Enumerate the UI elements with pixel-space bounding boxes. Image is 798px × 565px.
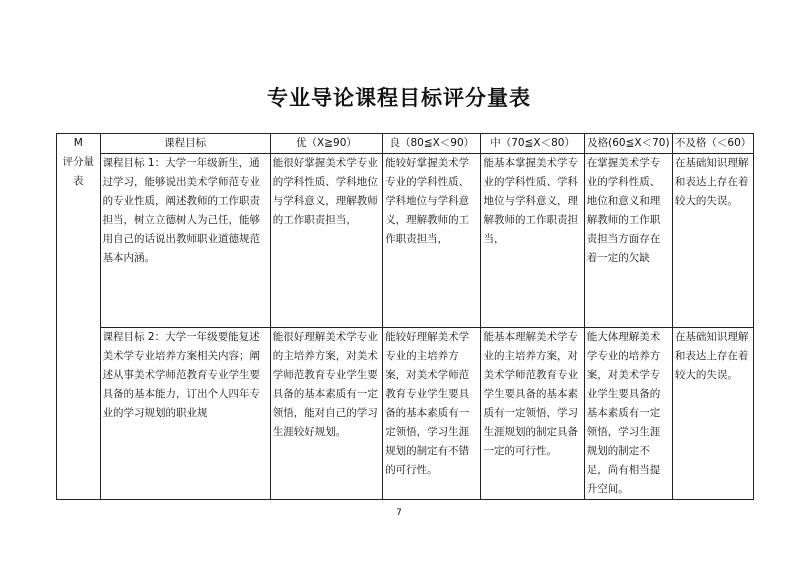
header-good: 良（80≦X＜90）	[383, 134, 481, 154]
row1-good: 能较好掌握美术学专业的学科性质、学科地位与学科意义，理解教师的工作职责担当，	[383, 154, 481, 328]
side-label-top: M	[73, 137, 83, 149]
page-number: 7	[396, 508, 402, 518]
row2-excellent: 能很好理解美术学专业的主培养方案，对美术学师范教育专业学生要具备的基本素质有一定领悟，能对自己的学习生涯较好规划。	[270, 328, 382, 500]
side-label-bottom: 评分量表	[62, 156, 95, 187]
row1-goal: 课程目标 1：大学一年级新生，通过学习，能够说出美术学师范专业的专业性质，阐述教师的工作职责担当，树立立德树人为己任，能够用自己的话说出教师职业道德规范基本内涵。	[100, 154, 270, 328]
rubric-table	[56, 133, 754, 500]
table-row	[57, 328, 754, 500]
header-goal: 课程目标	[100, 134, 270, 154]
table-row	[57, 154, 754, 328]
header-pass: 及格(60≦X＜70)	[584, 134, 672, 154]
row2-fail: 在基础知识理解和表达上存在着较大的失误。	[672, 328, 753, 500]
row2-pass: 能大体理解美术学专业的培养方案，对美术学专业学生要具备的基本素质有一定领悟，学习生涯规划的制定不足，尚有相当提升空间。	[584, 328, 672, 500]
row1-excellent: 能很好掌握美术学专业的学科性质、学科地位与学科意义，理解教师的工作职责担当，	[270, 154, 382, 328]
row2-good: 能较好理解美术学专业的主培养方案，对美术学师范教育专业学生要具备的基本素质有一定领悟，学习生涯规划的制定有不错的可行性。	[383, 328, 481, 500]
row1-pass: 在掌握美术学专业的学科性质、地位和意义和理解教师的工作职责担当方面存在着一定的欠缺	[584, 154, 672, 328]
row1-medium: 能基本掌握美术学专业的学科性质、学科地位与学科意义，理解教师的工作职责担当，	[481, 154, 584, 328]
header-fail: 不及格（＜60）	[672, 134, 753, 154]
side-label-cell	[57, 134, 101, 500]
header-medium: 中（70≦X＜80）	[481, 134, 584, 154]
header-excellent: 优（X≧90）	[270, 134, 382, 154]
row2-medium: 能基本理解美术学专业的主培养方案，对美术学师范教育专业学生要具备的基本素质有一定领悟，学习生涯规划的制定具备一定的可行性。	[481, 328, 584, 500]
page-title: 专业导论课程目标评分量表	[267, 86, 531, 110]
row2-goal: 课程目标 2：大学一年级要能复述美术学专业培养方案相关内容；阐述从事美术学师范教育专业学生要具备的基本能力，订出个人四年专业的学习规划的职业规	[100, 328, 270, 500]
header-row	[57, 134, 754, 154]
row1-fail: 在基础知识理解和表达上存在着较大的失误。	[672, 154, 753, 328]
